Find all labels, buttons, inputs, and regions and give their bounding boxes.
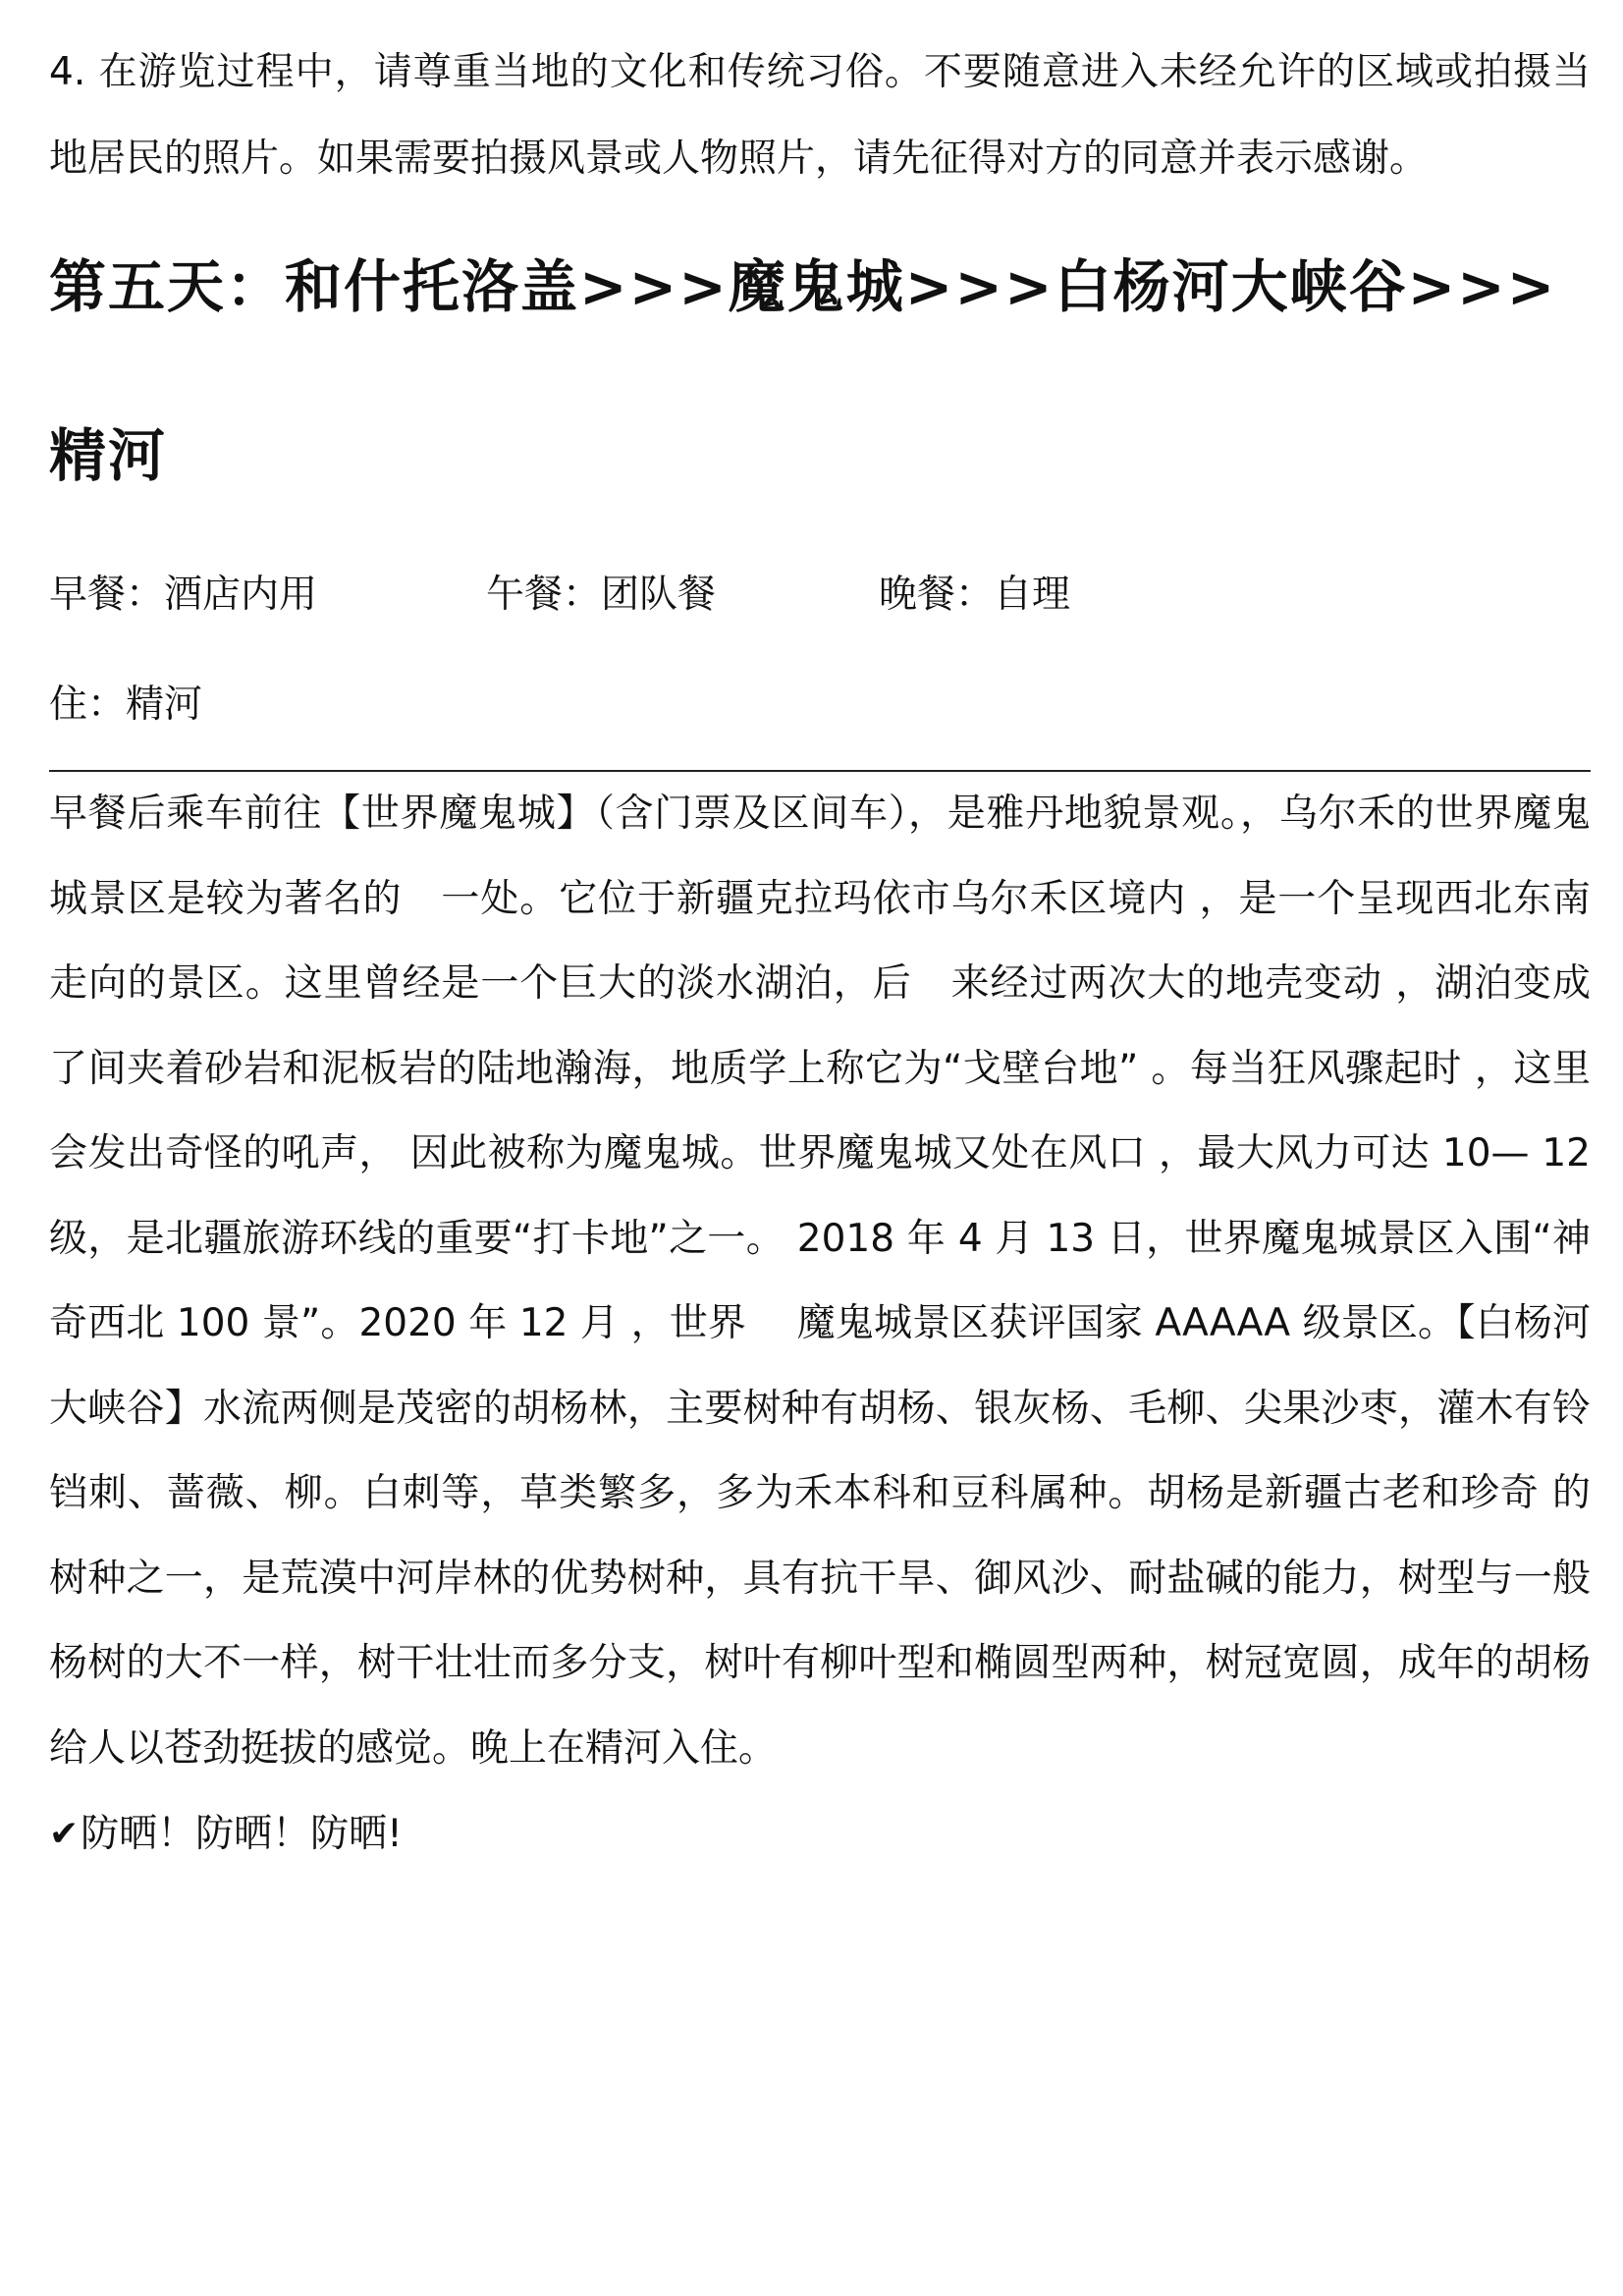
dinner-info: 晚餐：自理 [879,573,1071,617]
document-page [49,29,1591,1878]
sun-protection-tip [49,1791,1591,1878]
intro-tip-paragraph: 4. 在游览过程中，请尊重当地的文化和传统习俗。不要随意进入未经允许的区域或拍摄当地居民的照片。如果需要拍摄风景或人物照片，请先征得对方的同意并表示感谢。 [49,50,1591,181]
day-description: 早餐后乘车前往【世界魔鬼城】（含门票及区间车），是雅丹地貌景观。，乌尔禾的世界魔鬼城景区是较为著名的 一处。它位于新疆克拉玛依市乌尔禾区境内 ，是一个呈现西北东南走向的景区。这里曾经是一个巨大的淡水湖泊，后 来经过两次大的地壳变动 ，湖泊变成了间夹着砂岩和泥板岩的陆地瀚海，地质学上称它为“戈壁台地” 。每当狂风骤起时 ，这里会发出奇怪的吼声， 因此被称为魔鬼城。世界魔鬼城又处在风口 ，最大风力可达 10— 12 级，是北疆旅游环线的重要“打卡地”之一。 2018 年 4 月 13 日，世界魔鬼城景区入围“神奇西北 100 景”。2020 年 12 月 ，世界 魔鬼城景区获评国家 AAAAA 级景区。【白杨河大峡谷】水流两侧是茂密的胡杨林，主要树种有胡杨、银灰杨、毛柳、尖果沙枣，灌木有铃铛刺、蔷薇、柳。白刺等，草类繁多，多为禾本科和豆科属种。胡杨是新疆古老和珍奇 的树种之一，是荒漠中河岸林的优势树种，具有抗干旱、御风沙、耐盐碱的能力，树型与一般杨树的大不一样，树干壮壮而多分支，树叶有柳叶型和椭圆型两种，树冠宽圆，成年的胡杨给人以苍劲挺拔的感觉。晚上在精河入住。 [49,792,1591,1771]
checkmark-icon: ✔ [49,1814,80,1854]
day-title: 第五天：和什托洛盖>>>魔鬼城>>>白杨河大峡谷>>>精河 [49,253,1557,489]
sun-protection-text: 防晒！防晒！防晒! [81,1812,403,1856]
lodging-info: 住：精河 [49,683,203,727]
breakfast-info: 早餐：酒店内用 [49,573,318,617]
lunch-info: 午餐：团队餐 [486,573,717,617]
meals-row [49,540,1591,650]
